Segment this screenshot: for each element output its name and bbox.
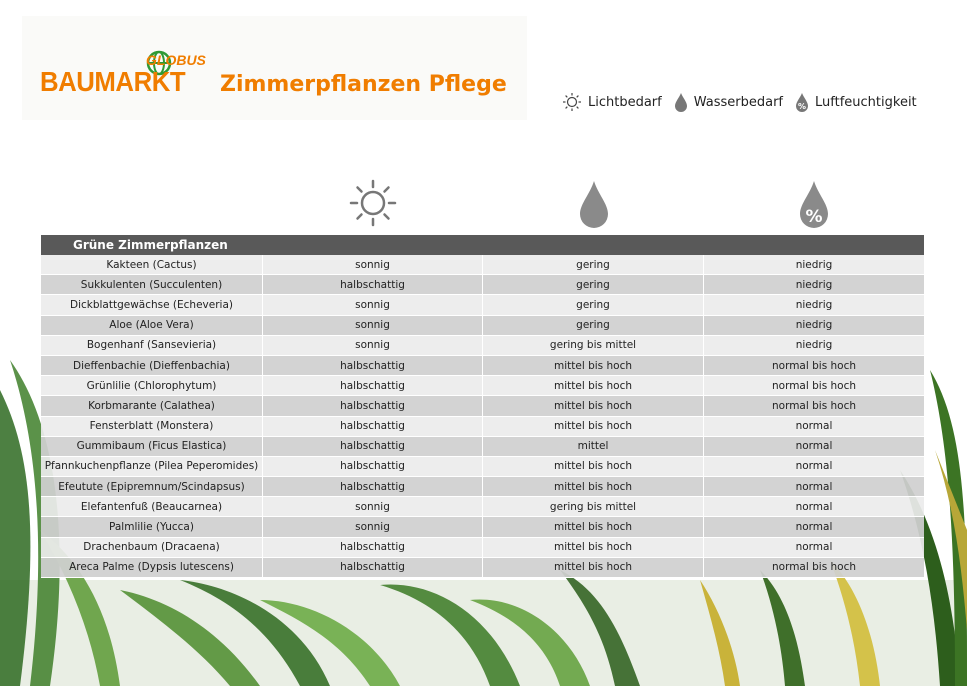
humidity-cell: normal xyxy=(704,538,924,558)
water-cell: mittel bis hoch xyxy=(483,396,704,416)
plant-name-cell: Korbmarante (Calathea) xyxy=(41,396,263,416)
light-cell: halbschattig xyxy=(263,376,483,396)
legend xyxy=(562,92,917,112)
water-cell: mittel bis hoch xyxy=(483,376,704,396)
table-row xyxy=(41,457,924,477)
table-row xyxy=(41,497,924,517)
table-row xyxy=(41,517,924,537)
light-cell: halbschattig xyxy=(263,558,483,578)
table-row xyxy=(41,417,924,437)
table-row xyxy=(41,477,924,497)
plant-name-cell: Elefantenfuß (Beaucarnea) xyxy=(41,497,263,517)
light-cell: halbschattig xyxy=(263,437,483,457)
legend-label-water: Wasserbedarf xyxy=(693,94,784,110)
water-drop-icon xyxy=(674,92,688,112)
logo-sub-text: GLOBUS xyxy=(146,52,206,68)
light-cell: sonnig xyxy=(263,295,483,315)
plant-name-cell: Grünlilie (Chlorophytum) xyxy=(41,376,263,396)
humidity-cell: normal xyxy=(704,437,924,457)
light-cell: halbschattig xyxy=(263,356,483,376)
humidity-icon xyxy=(795,92,809,112)
baumarkt-logo xyxy=(40,48,206,100)
humidity-cell: normal xyxy=(704,457,924,477)
legend-item-humidity xyxy=(795,92,917,112)
humidity-cell: normal xyxy=(704,477,924,497)
table-section-title: Grüne Zimmerpflanzen xyxy=(41,235,924,255)
humidity-cell: normal bis hoch xyxy=(704,558,924,578)
plant-name-cell: Dickblattgewächse (Echeveria) xyxy=(41,295,263,315)
plant-name-cell: Areca Palme (Dypsis lutescens) xyxy=(41,558,263,578)
humidity-icon xyxy=(799,180,829,230)
water-cell: mittel bis hoch xyxy=(483,477,704,497)
sun-icon xyxy=(348,178,398,228)
plant-care-table xyxy=(41,235,924,578)
humidity-cell: niedrig xyxy=(704,275,924,295)
table-row xyxy=(41,538,924,558)
water-cell: mittel bis hoch xyxy=(483,356,704,376)
water-cell: mittel xyxy=(483,437,704,457)
plant-name-cell: Sukkulenten (Succulenten) xyxy=(41,275,263,295)
table-row xyxy=(41,558,924,578)
table-row xyxy=(41,437,924,457)
table-row xyxy=(41,396,924,416)
water-drop-icon xyxy=(579,180,609,230)
water-cell: gering bis mittel xyxy=(483,497,704,517)
svg-text:%: % xyxy=(798,102,807,111)
water-cell: gering xyxy=(483,295,704,315)
humidity-cell: normal bis hoch xyxy=(704,356,924,376)
light-cell: sonnig xyxy=(263,517,483,537)
table-row xyxy=(41,275,924,295)
table-body xyxy=(41,255,924,578)
humidity-cell: niedrig xyxy=(704,255,924,275)
water-cell: mittel bis hoch xyxy=(483,558,704,578)
humidity-cell: normal xyxy=(704,517,924,537)
light-cell: halbschattig xyxy=(263,538,483,558)
legend-item-water xyxy=(674,92,783,112)
light-cell: halbschattig xyxy=(263,396,483,416)
humidity-cell: normal xyxy=(704,417,924,437)
light-cell: sonnig xyxy=(263,255,483,275)
light-cell: halbschattig xyxy=(263,477,483,497)
legend-label-humidity: Luftfeuchtigkeit xyxy=(815,94,917,110)
light-cell: sonnig xyxy=(263,316,483,336)
water-cell: mittel bis hoch xyxy=(483,417,704,437)
legend-label-light: Lichtbedarf xyxy=(588,94,662,110)
table-row xyxy=(41,336,924,356)
plant-name-cell: Dieffenbachie (Dieffenbachia) xyxy=(41,356,263,376)
table-row xyxy=(41,356,924,376)
sun-icon xyxy=(562,92,582,112)
light-cell: halbschattig xyxy=(263,417,483,437)
svg-text:%: % xyxy=(805,207,823,227)
plant-name-cell: Drachenbaum (Dracaena) xyxy=(41,538,263,558)
light-cell: sonnig xyxy=(263,336,483,356)
water-cell: gering bis mittel xyxy=(483,336,704,356)
page-title: Zimmerpflanzen Pflege xyxy=(220,72,507,97)
humidity-cell: niedrig xyxy=(704,295,924,315)
plant-name-cell: Gummibaum (Ficus Elastica) xyxy=(41,437,263,457)
plant-name-cell: Aloe (Aloe Vera) xyxy=(41,316,263,336)
water-cell: gering xyxy=(483,275,704,295)
humidity-cell: normal xyxy=(704,497,924,517)
plant-name-cell: Efeutute (Epipremnum/Scindapsus) xyxy=(41,477,263,497)
table-row xyxy=(41,316,924,336)
humidity-cell: normal bis hoch xyxy=(704,396,924,416)
water-cell: gering xyxy=(483,316,704,336)
humidity-cell: niedrig xyxy=(704,316,924,336)
light-cell: sonnig xyxy=(263,497,483,517)
table-row xyxy=(41,295,924,315)
table-row xyxy=(41,255,924,275)
humidity-cell: niedrig xyxy=(704,336,924,356)
legend-item-light xyxy=(562,92,662,112)
water-cell: mittel bis hoch xyxy=(483,457,704,477)
water-cell: mittel bis hoch xyxy=(483,538,704,558)
column-icons xyxy=(0,178,967,234)
logo-main-text: BAUMARKT xyxy=(40,66,186,97)
light-cell: halbschattig xyxy=(263,457,483,477)
plant-name-cell: Fensterblatt (Monstera) xyxy=(41,417,263,437)
humidity-cell: normal bis hoch xyxy=(704,376,924,396)
plant-name-cell: Bogenhanf (Sansevieria) xyxy=(41,336,263,356)
plant-name-cell: Kakteen (Cactus) xyxy=(41,255,263,275)
light-cell: halbschattig xyxy=(263,275,483,295)
table-row xyxy=(41,376,924,396)
water-cell: gering xyxy=(483,255,704,275)
water-cell: mittel bis hoch xyxy=(483,517,704,537)
plant-name-cell: Pfannkuchenpflanze (Pilea Peperomides) xyxy=(41,457,263,477)
plant-name-cell: Palmlilie (Yucca) xyxy=(41,517,263,537)
